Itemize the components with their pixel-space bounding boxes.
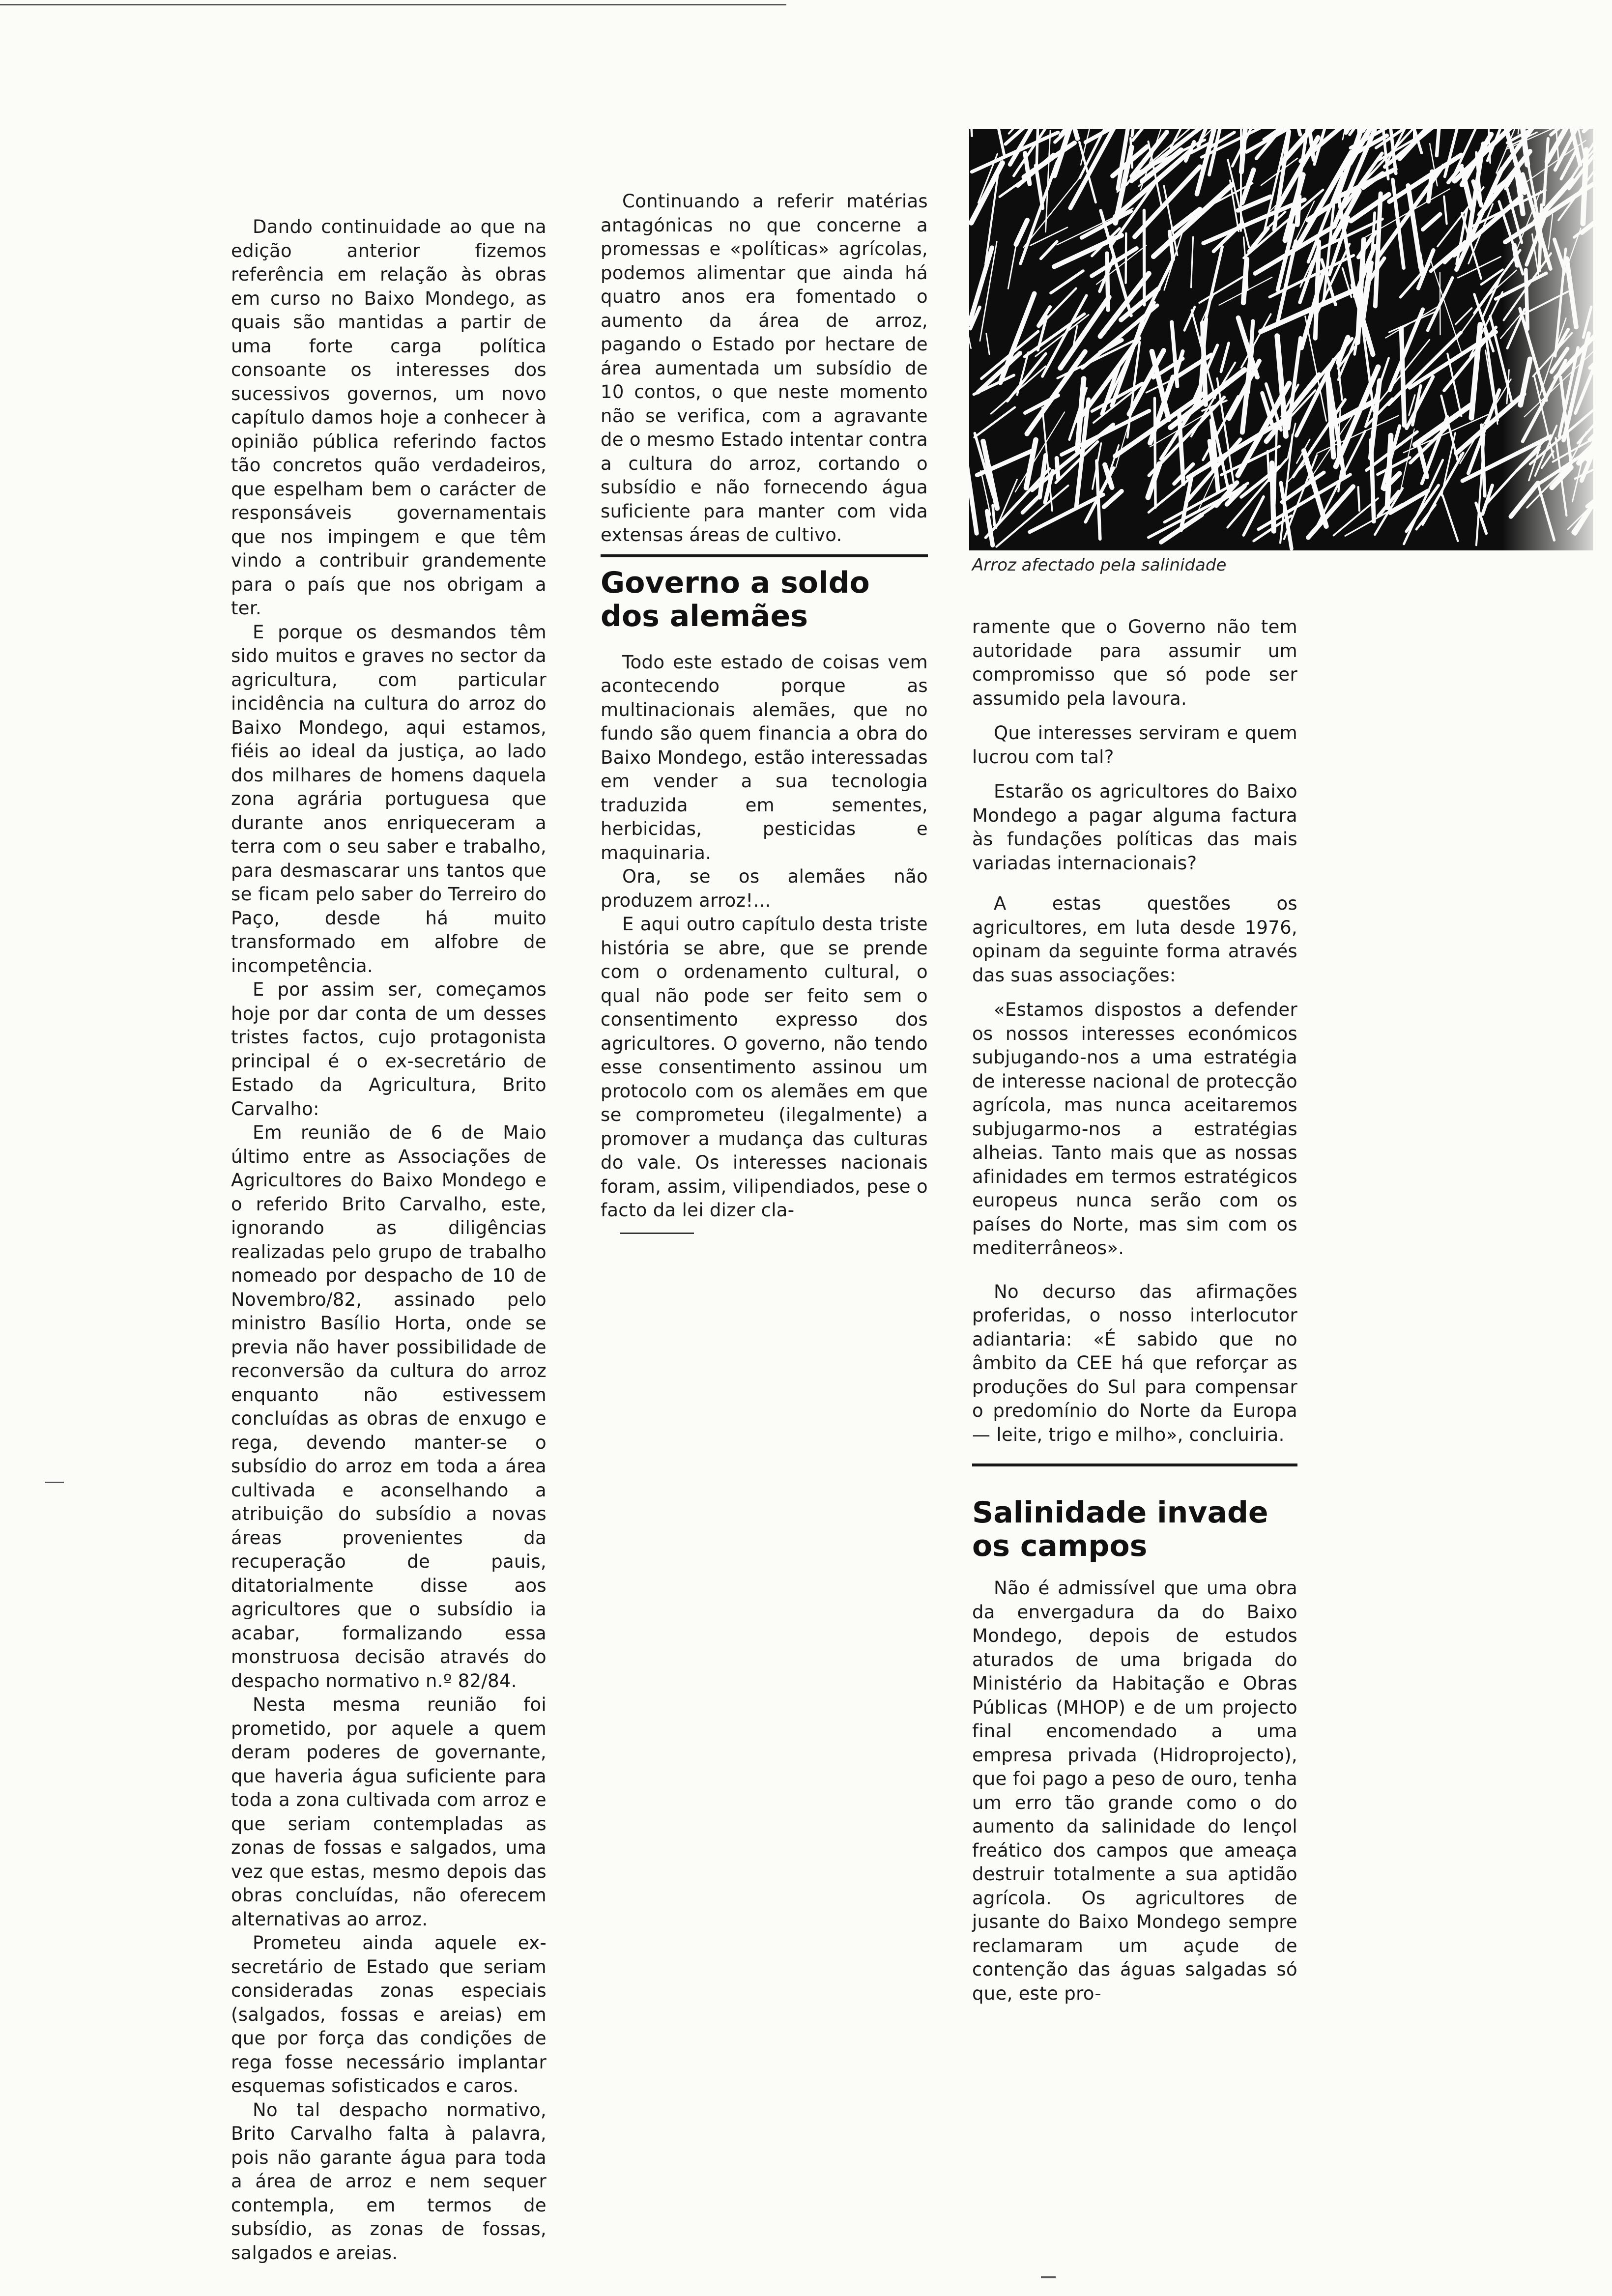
section-heading-salinidade: Salinidade invade os campos (972, 1495, 1268, 1563)
paragraph: A estas questões os agricultores, em luta desde 1976, opinam da seguinte forma através das suas associações: (972, 893, 1297, 986)
margin-mark (45, 1482, 64, 1483)
paragraph: Dando continuidade ao que na edição anterior fizemos referência em relação às obras em curso no Baixo Mondego, as quais são mantidas a partir de uma forte carga política consoante os interesses dos sucessivos governos, um novo capítulo damos hoje a conhecer à opinião pública referindo factos tão concretos quão verdadeiros, que espelham bem o carácter de responsáveis governamentais que nos impingem e que têm vindo a contribuir grandemente para o país que nos obrigam a ter. (231, 216, 547, 619)
paragraph: Todo este estado de coisas vem acontecendo porque as multinacionais alemães, que no fundo são quem financia a obra do Baixo Mondego, estão interessadas em vender a sua tecnologia traduzida em sementes, herbicidas, pesticidas e maquinaria. (601, 651, 928, 863)
article-column-2 (601, 190, 928, 1234)
paragraph: «Estamos dispostos a defender os nossos interesses económicos subjugando-nos a uma estratégia de interesse nacional de protecção agrícola, mas nunca aceitaremos subjugarmo-nos a estratégias alheias. Tanto mais que as nossas afinidades em termos estratégicos europeus nunca serão com os países do Norte, mas sim com os mediterrâneos». (972, 999, 1297, 1259)
paragraph: Nesta mesma reunião foi prometido, por aquele a quem deram poderes de governante, que haveria água suficiente para toda a zona cultivada com arroz e que seriam contempladas as zonas de fossas e salgados, uma vez que estas, mesmo depois das obras concluídas, não oferecem alternativas ao arroz. (231, 1694, 547, 1930)
photo-caption: Arroz afectado pela salinidade (972, 555, 1227, 575)
paragraph: No decurso das afirmações proferidas, o nosso interlocutor adiantaria: «É sabido que no âmbito da CEE há que reforçar as produções do Sul para compensar o predomínio do Norte da Europa — leite, trigo e milho», concluiria. (972, 1281, 1297, 1445)
paragraph: Ora, se os alemães não produzem arroz!... (601, 866, 928, 911)
paragraph: Estarão os agricultores do Baixo Mondego a pagar alguma factura às fundações políticas das mais variadas internacionais? (972, 781, 1297, 874)
rice-field-photo (969, 129, 1593, 550)
paragraph: E por assim ser, começamos hoje por dar conta de um desses tristes factos, cujo protagonista principal é o ex-secretário de Estado da Agricultura, Brito Carvalho: (231, 979, 547, 1119)
section-rule (601, 554, 928, 557)
scan-edge-line (0, 4, 786, 5)
photo-texture-stroke (1154, 398, 1155, 507)
paragraph: Em reunião de 6 de Maio último entre as Associações de Agricultores do Baixo Mondego e o referido Brito Carvalho, este, ignorando as diligências realizadas pelo grupo de trabalho nomeado por despacho de 10 de Novembro/82, assinado pelo ministro Basílio Horta, onde se previa não haver possibilidade de reconversão da cultura do arroz enquanto não estivessem concluídas as obras de enxugo e rega, devendo manter-se o subsídio do arroz em toda a área cultivada e aconselhando a atribuição do subsídio a novas áreas provenientes da recuperação de pauis, ditatorialmente disse aos agricultores que o subsídio ia acabar, formalizando essa monstruosa decisão através do despacho normativo n.º 82/84. (231, 1122, 547, 1692)
photo-texture-stroke (993, 505, 995, 525)
section-rule (972, 1464, 1297, 1466)
photo-texture-stroke (1401, 328, 1404, 426)
photo-texture-stroke (1419, 254, 1422, 274)
article-column-1 (231, 215, 547, 2265)
paragraph: E porque os desmandos têm sido muitos e graves no sector da agricultura, com particular incidência na cultura do arroz do Baixo Mondego, aqui estamos, fiéis ao ideal da justiça, ao lado dos milhares de homens daquela zona agrária portuguesa que durante anos enriqueceram a terra com o seu saber e trabalho, para desmascarar uns tantos que se ficam pelo saber do Terreiro do Paço, desde há muito transformado em alfobre de incompetência. (231, 621, 547, 976)
paragraph: Prometeu ainda aquele ex-secretário de Estado que seriam consideradas zonas especiais (salgados, fossas e areias) em que por força das condições de rega fosse necessário implantar esquemas sofisticados e caros. (231, 1932, 547, 2096)
section-heading-governo: Governo a soldo dos alemães (601, 565, 870, 633)
photo-texture-stroke (1358, 487, 1359, 511)
paragraph: No tal despacho normativo, Brito Carvalho falta à palavra, pois não garante água para toda a área de arroz e nem sequer contempla, em termos de subsídio, as zonas de fossas, salgados e areias. (231, 2099, 547, 2264)
paragraph: Que interesses serviram e quem lucrou com tal? (972, 722, 1297, 768)
article-column-3 (972, 615, 1297, 2006)
paragraph: E aqui outro capítulo desta triste história se abre, que se prende com o ordenamento cultural, o qual não pode ser feito sem o consentimento expresso dos agricultores. O governo, não tendo esse consentimento assinou um protocolo com os alemães em que se comprometeu (ilegalmente) a promover a mudança das culturas do vale. Os interesses nacionais foram, assim, vilipendiados, pese o facto da lei dizer cla- (601, 914, 928, 1221)
photo-texture-stroke (1267, 451, 1269, 481)
margin-mark (1041, 2276, 1056, 2278)
paragraph: Não é admissível que uma obra da envergadura da do Baixo Mondego, depois de estudos aturados de uma brigada do Ministério da Habitação e Obras Públicas (MHOP) e de um projecto final encomendado a uma empresa privada (Hidroprojecto), que foi pago a peso de ouro, tenha um erro tão grande como o do aumento da salinidade do lençol freático dos campos que ameaça destruir totalmente a sua aptidão agrícola. Os agricultores de jusante do Baixo Mondego sempre reclamaram um açude de contenção das águas salgadas só que, este pro- (972, 1578, 1297, 2004)
closing-dash (620, 1233, 694, 1234)
paragraph: ramente que o Governo não tem autoridade para assumir um compromisso que só pode ser assumido pela lavoura. (972, 616, 1297, 709)
paragraph: Continuando a referir matérias antagónicas no que concerne a promessas e «políticas» agrícolas, podemos alimentar que ainda há quatro anos era fomentado o aumento da área de arroz, pagando o Estado por hectare de área aumentada um subsídio de 10 contos, o que neste momento não se verifica, com a agravante de o mesmo Estado intentar contra a cultura do arroz, cortando o subsídio e não fornecendo água suficiente para manter com vida extensas áreas de cultivo. (601, 191, 928, 545)
